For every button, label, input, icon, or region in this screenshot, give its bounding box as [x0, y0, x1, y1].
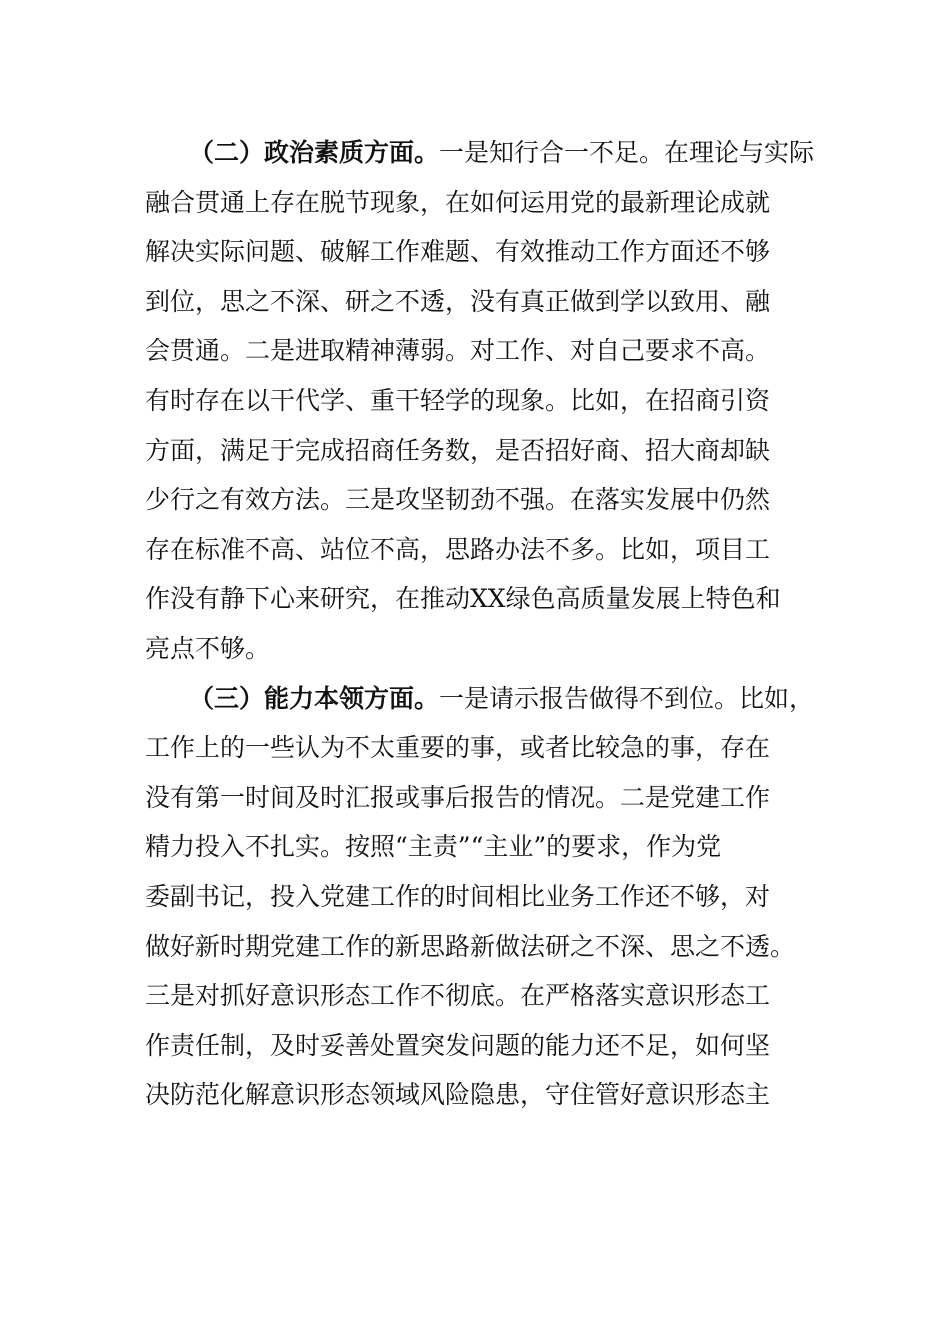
section-heading-political: （二）政治素质方面。: [189, 138, 440, 167]
paragraph-1-line-5: 会贯通。二是进取精神薄弱。对工作、对自己要求不高。: [145, 336, 771, 366]
paragraph-2-line-2: 工作上的一些认为不太重要的事，或者比较急的事，存在: [145, 733, 771, 763]
paragraph-2-line-5: 委副书记，投入党建工作的时间相比业务工作还不够，对: [145, 881, 771, 911]
paragraph-2-line-3: 没有第一时间及时汇报或事后报告的情况。二是党建工作: [145, 782, 771, 812]
paragraph-1-line-10: 作没有静下心来研究，在推动XX绿色高质量发展上特色和: [145, 584, 781, 614]
paragraph-1-line-11: 亮点不够。: [145, 633, 271, 663]
paragraph-1-line-2: 融合贯通上存在脱节现象，在如何运用党的最新理论成就: [145, 187, 771, 217]
paragraph-2-line-7: 三是对抓好意识形态工作不彻底。在严格落实意识形态工: [145, 981, 771, 1011]
paragraph-2-line-9: 决防范化解意识形态领域风险隐患，守住管好意识形态主: [145, 1080, 771, 1110]
paragraph-1-line-4: 到位，思之不深、研之不透，没有真正做到学以致用、融: [145, 286, 771, 316]
paragraph-1-line-6: 有时存在以干代学、重干轻学的现象。比如，在招商引资: [145, 385, 771, 415]
section-heading-ability: （三）能力本领方面。: [189, 683, 440, 713]
document-body: [145, 128, 815, 1120]
paragraph-2-line-1: 一是请示报告做得不到位。比如，: [439, 683, 815, 713]
paragraph-2-line-8: 作责任制，及时妥善处置突发问题的能力还不足，如何坚: [145, 1030, 771, 1060]
paragraph-1-line-7: 方面，满足于完成招商任务数，是否招好商、招大商却缺: [145, 435, 771, 465]
paragraph-1-first-line: [145, 128, 815, 178]
paragraph-2-first-line: [145, 674, 815, 724]
paragraph-2-line-4: 精力投入不扎实。按照“主责”“主业”的要求，作为党: [145, 832, 722, 862]
paragraph-1-line-9: 存在标准不高、站位不高，思路办法不多。比如，项目工: [145, 534, 771, 564]
paragraph-1-line-8: 少行之有效方法。三是攻坚韧劲不强。在落实发展中仍然: [145, 485, 771, 515]
paragraph-1-line-3: 解决实际问题、破解工作难题、有效推动工作方面还不够: [145, 237, 771, 267]
paragraph-2-line-6: 做好新时期党建工作的新思路新做法研之不深、思之不透。: [145, 931, 796, 961]
paragraph-1-line-1: 一是知行合一不足。在理论与实际: [439, 138, 815, 167]
